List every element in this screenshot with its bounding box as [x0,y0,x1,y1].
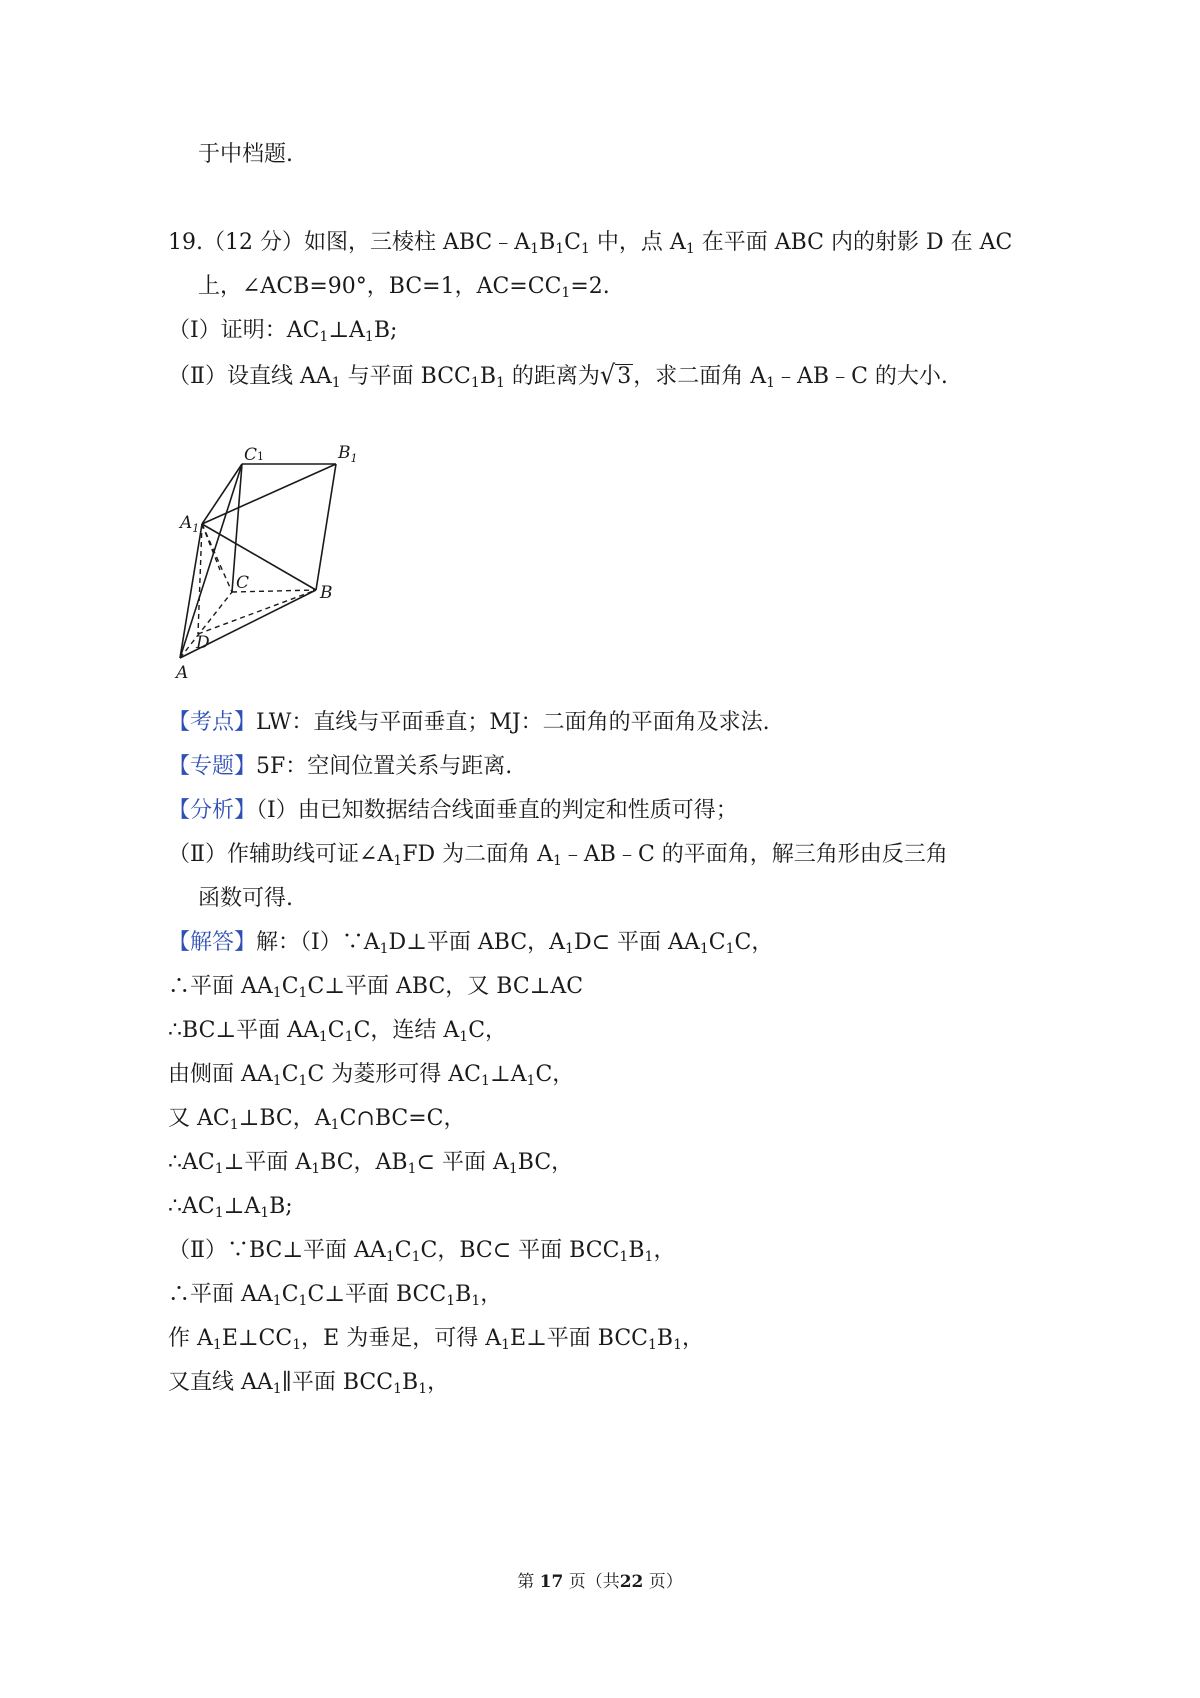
problem-line-1: 19.（12 分）如图，三棱柱 $ABC﹣A_1B_1C_1$ 中，点 $A_1$ 在平面 ABC 内的射影 D 在 AC [168,230,1013,257]
jieda-line-11: 又直线 $AA_1\parallel$平面 $BCC_1B_1$， [168,1370,450,1397]
jieda-tag: 【解答】 [168,930,257,955]
fenxi-tag: 【分析】 [168,798,257,823]
previous-text-tail: 于中档题. [198,142,293,167]
label-c1: C1 [244,445,265,465]
problem-part-1: （Ⅰ）证明：$AC_1\perp A_1B$; [168,318,398,345]
jieda-line-7: $\therefore AC_1\perp A_1B$; [168,1194,293,1221]
page-number: 17 [539,1572,564,1592]
jieda-line-10: 作 $A_1E\perp CC_1$，E 为垂足，可得 $A_1E\perp$平面 $BCC_1B_1$， [168,1326,705,1353]
edge-b1-b [316,464,336,590]
zhuanti-tag: 【专题】 [168,754,257,779]
zhuanti-line: 【专题】5F：空间位置关系与距离. [168,754,513,779]
jieda-line-4: 由侧面 $AA_1C_1C$ 为菱形可得 $AC_1\perp A_1C$， [168,1062,575,1089]
prism-figure [176,442,400,702]
jieda-line-5: 又 $AC_1\perp BC$，$A_1C\cap BC=C$， [168,1106,466,1133]
page-footer: 第 17 页（共22 页） [517,1572,683,1592]
fenxi-line-2: （Ⅱ）作辅助线可证$\angle A_1FD$ 为二面角 $A_1﹣AB﹣C$ 的平面角，解三角形由反三角 [168,842,948,869]
label-b: B [320,583,333,603]
kaodian-tag: 【考点】 [168,710,257,735]
jieda-line-9: ∴平面 $AA_1C_1C\perp$平面 $BCC_1B_1$， [168,1282,503,1309]
fenxi-line-3: 函数可得. [198,886,293,911]
total-pages: 22 [619,1572,644,1592]
jieda-line-2: ∴平面 $AA_1C_1C\perp$平面 ABC，又 BC⊥AC [168,974,584,1001]
problem-line-2: 上，∠ACB=90°，BC=1，$AC=CC_1=2$. [198,274,610,301]
label-c: C [236,573,250,593]
jieda-line-1: 【解答】解：$(Ⅰ)\because A_1D\perp$平面 ABC，$A_1D\subset$ 平面 $AA_1C_1C$， [168,930,774,957]
fenxi-line-1: 【分析】（Ⅰ）由已知数据结合线面垂直的判定和性质可得； [168,798,738,823]
jieda-line-3: ∴BC⊥平面 $AA_1C_1C$，连结 $A_1C$， [168,1018,508,1045]
sqrt-symbol: √3 [599,359,632,391]
label-d: D [196,633,210,653]
prism-diagram [176,442,400,702]
label-a1: $A_1$ [180,513,200,535]
jieda-line-8: （Ⅱ）∵BC⊥平面 $AA_1C_1C$，BC⊂ 平面 $BCC_1B_1$， [168,1238,676,1265]
problem-part-2: （Ⅱ）设直线 $AA_1$ 与平面 $BCC_1B_1$ 的距离为√3，求二面角 $A_1﹣AB﹣C$ 的大小. [168,359,948,391]
label-a: A [176,663,189,683]
label-b1: $B_1$ [338,443,358,465]
kaodian-line: 【考点】LW：直线与平面垂直；MJ：二面角的平面角及求法. [168,710,770,735]
jieda-line-6: $\therefore AC_1\perp$平面 $A_1BC$，$AB_1\subset$ 平面 $A_1BC$， [168,1150,574,1177]
